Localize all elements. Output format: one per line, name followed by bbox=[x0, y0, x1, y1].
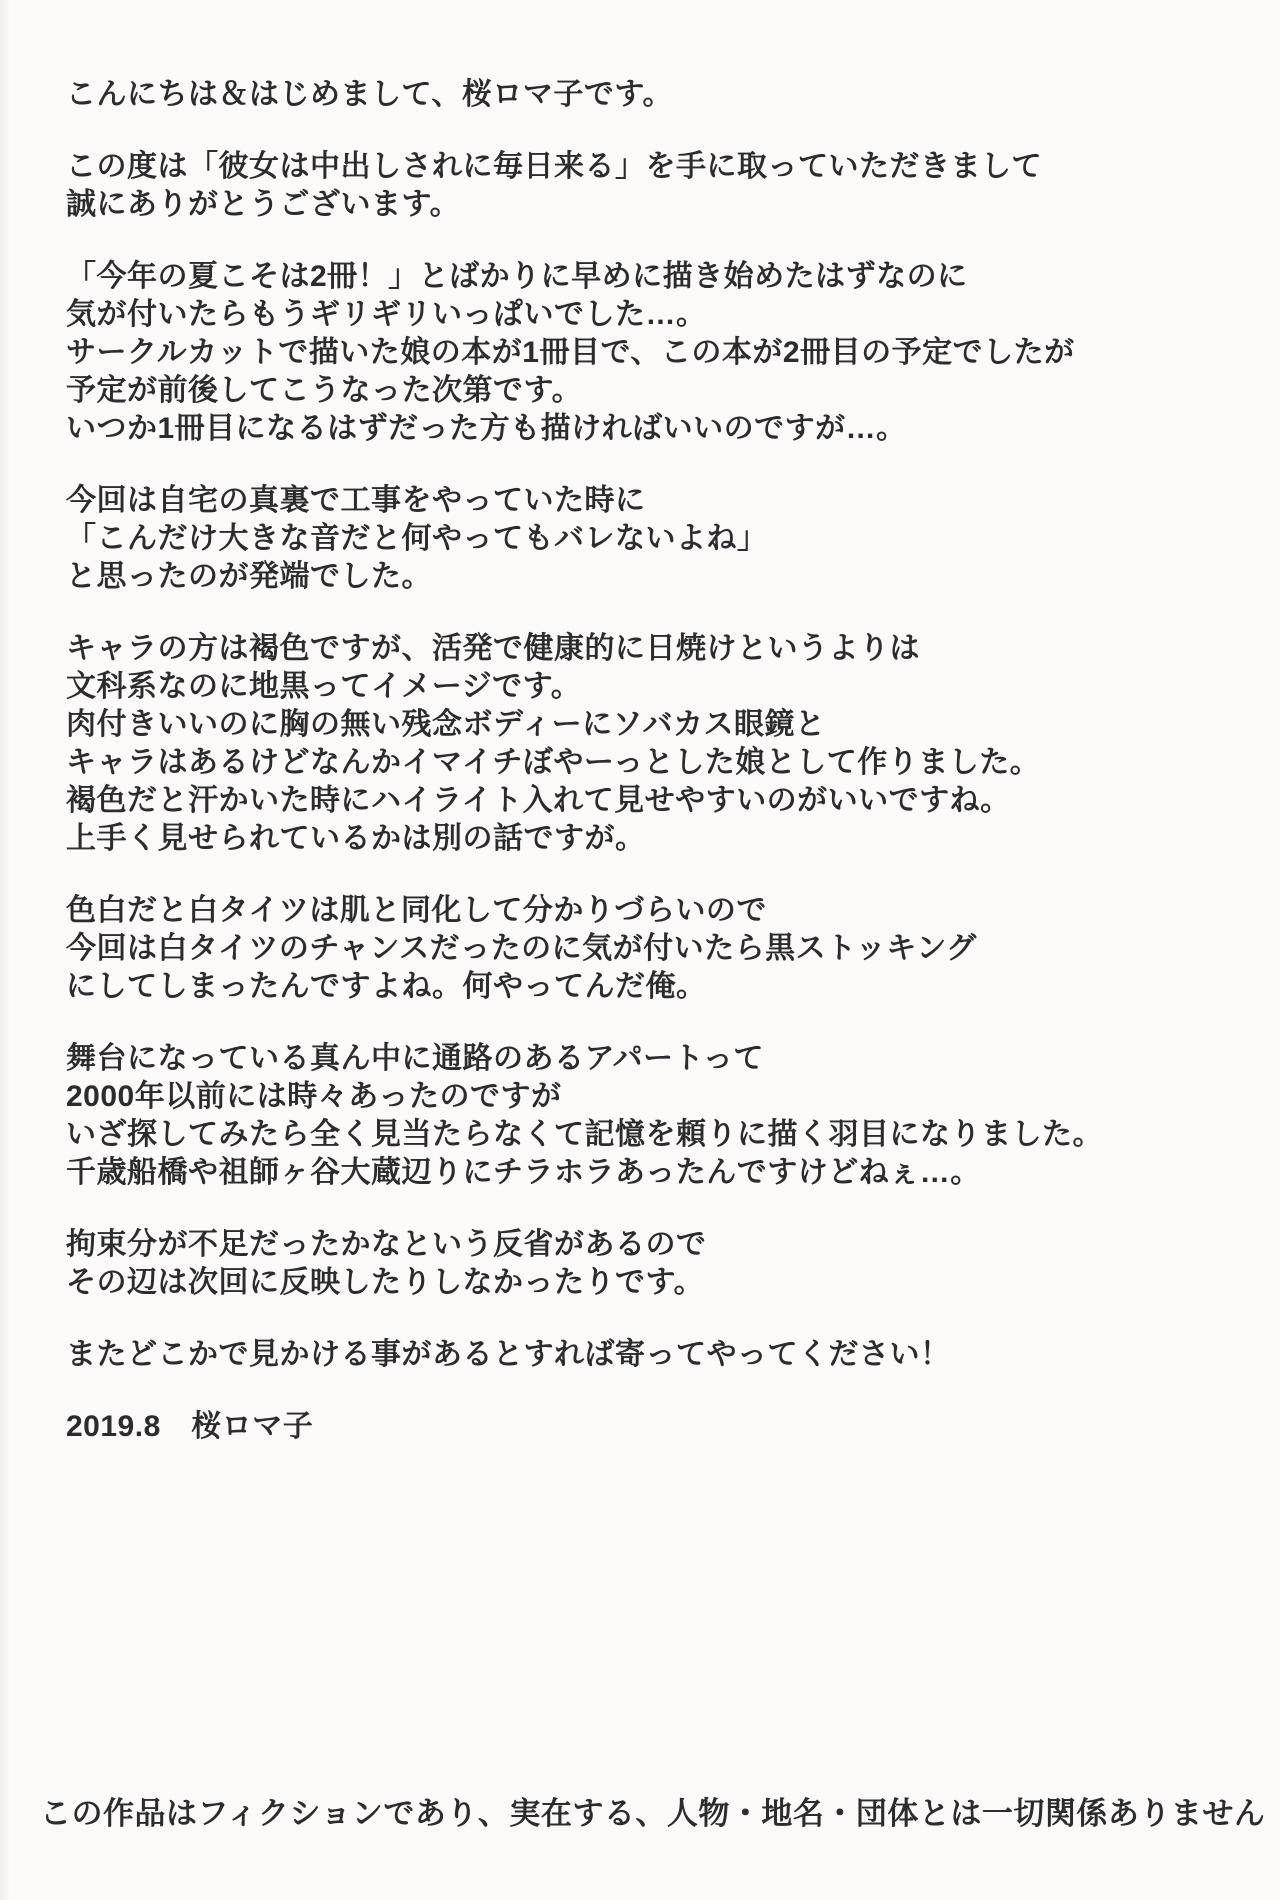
afterword-text bbox=[66, 76, 1226, 1480]
text-line: と思ったのが発端でした。 bbox=[66, 560, 432, 593]
text-line: 予定が前後してこうなった次第です。 bbox=[66, 374, 583, 407]
text-line: 「今年の夏こそは2冊！」とばかりに早めに描き始めたはずなのに bbox=[66, 260, 968, 293]
signature-line bbox=[66, 1408, 1226, 1446]
text-line: 今回は自宅の真裏で工事をやっていた時に bbox=[66, 484, 646, 517]
text-line: その辺は次回に反映したりしなかったりです。 bbox=[66, 1266, 705, 1299]
text-line: 千歳船橋や祖師ヶ谷大蔵辺りにチラホラあったんですけどねぇ…。 bbox=[66, 1156, 981, 1189]
paragraph-reflection bbox=[66, 1226, 1226, 1302]
scan-edge-artifact bbox=[0, 0, 10, 1900]
text-line: 舞台になっている真ん中に通路のあるアパートって bbox=[66, 1042, 764, 1075]
text-line: 2019.8 桜ロマ子 bbox=[66, 1410, 314, 1443]
text-line: 2000年以前には時々あったのですが bbox=[66, 1080, 562, 1113]
text-line: この度は「彼女は中出しされに毎日来る」を手に取っていただきまして bbox=[66, 150, 1042, 183]
text-line: こんにちは＆はじめまして、桜ロマ子です。 bbox=[66, 78, 673, 111]
text-line: いつか1冊目になるはずだった方も描ければいいのですが…。 bbox=[66, 412, 907, 445]
text-line: 色白だと白タイツは肌と同化して分かりづらいので bbox=[66, 894, 767, 927]
paragraph-character bbox=[66, 630, 1226, 858]
paragraph-tights bbox=[66, 892, 1226, 1006]
fiction-disclaimer: この作品はフィクションであり、実在する、人物・地名・団体とは一切関係ありません bbox=[40, 1796, 1266, 1831]
paragraph-inspiration bbox=[66, 482, 1226, 596]
text-line: 肉付きいいのに胸の無い残念ボディーにソバカス眼鏡と bbox=[66, 708, 826, 741]
paragraph-thanks bbox=[66, 148, 1226, 224]
text-line: にしてしまったんですよね。何やってんだ俺。 bbox=[66, 970, 707, 1003]
paragraph-setting bbox=[66, 1040, 1226, 1192]
text-line: またどこかで見かける事があるとすれば寄ってやってください！ bbox=[66, 1338, 951, 1371]
text-line: 褐色だと汗かいた時にハイライト入れて見せやすいのがいいですね。 bbox=[66, 784, 1011, 817]
text-line: サークルカットで描いた娘の本が1冊目で、この本が2冊目の予定でしたが bbox=[66, 336, 1075, 369]
text-line: 今回は白タイツのチャンスだったのに気が付いたら黒ストッキング bbox=[66, 932, 977, 965]
text-line: 「こんだけ大きな音だと何やってもバレないよね」 bbox=[66, 522, 768, 555]
text-line: 文科系なのに地黒ってイメージです。 bbox=[66, 670, 582, 703]
text-line: 上手く見せられているかは別の話ですが。 bbox=[66, 822, 646, 855]
paragraph-schedule bbox=[66, 258, 1226, 448]
text-line: 気が付いたらもうギリギリいっぱいでした…。 bbox=[66, 298, 707, 331]
text-line: いざ探してみたら全く見当たらなくて記憶を頼りに描く羽目になりました。 bbox=[66, 1118, 1103, 1151]
text-line: キャラはあるけどなんかイマイチぼやーっとした娘として作りました。 bbox=[66, 746, 1041, 779]
text-line: 誠にありがとうございます。 bbox=[66, 188, 461, 221]
paragraph-farewell bbox=[66, 1336, 1226, 1374]
paragraph-greeting bbox=[66, 76, 1226, 114]
text-line: キャラの方は褐色ですが、活発で健康的に日焼けというよりは bbox=[66, 632, 920, 665]
text-line: 拘束分が不足だったかなという反省があるので bbox=[66, 1228, 707, 1261]
